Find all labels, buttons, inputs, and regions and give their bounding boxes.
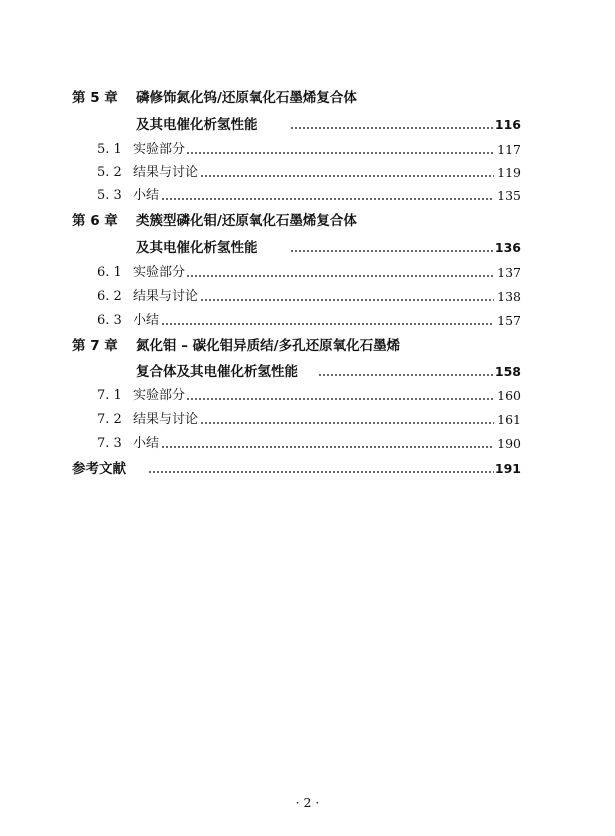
chapter-title: 氮化钼 – 碳化钼异质结/多孔还原氧化石墨烯 (136, 338, 401, 354)
chapter-title: 类簇型磷化钼/还原氧化石墨烯复合体 (136, 213, 357, 229)
section-title: 结果与讨论 (133, 412, 199, 427)
toc-section-7-3[interactable] (0, 434, 615, 454)
dot-leader (200, 299, 494, 301)
section-title: 实验部分 (133, 388, 186, 403)
page-number: 119 (497, 165, 521, 180)
dot-leader (200, 422, 494, 424)
section-number: 7. 3 (97, 436, 122, 451)
page-footer-number: · 2 · (295, 795, 320, 810)
section-title: 实验部分 (133, 265, 186, 280)
page-number: 138 (497, 289, 521, 304)
section-number: 6. 2 (97, 289, 122, 304)
chapter-title-continued: 及其电催化析氢性能 (136, 240, 258, 256)
dot-leader (290, 127, 494, 129)
page-number: 190 (497, 436, 521, 451)
toc-chapter-7-entry[interactable] (0, 362, 615, 382)
dot-leader (186, 398, 494, 400)
section-title: 实验部分 (133, 142, 186, 157)
section-title: 结果与讨论 (133, 289, 199, 304)
chapter-title-continued: 复合体及其电催化析氢性能 (136, 364, 298, 380)
section-number: 6. 1 (97, 265, 122, 280)
references-title: 参考文献 (72, 461, 126, 477)
page-number: 160 (497, 388, 521, 403)
toc-chapter-6-entry[interactable] (0, 238, 615, 258)
toc-chapter-6-heading[interactable] (0, 211, 615, 231)
dot-leader (200, 175, 494, 177)
section-number: 5. 1 (97, 142, 122, 157)
toc-section-5-3[interactable] (0, 186, 615, 206)
toc-chapter-5-heading[interactable] (0, 88, 615, 108)
section-number: 7. 1 (97, 388, 122, 403)
chapter-number: 第 5 章 (72, 90, 118, 106)
section-number: 6. 3 (97, 313, 122, 328)
dot-leader (161, 323, 494, 325)
toc-references[interactable] (0, 459, 615, 479)
toc-chapter-5-entry[interactable] (0, 115, 615, 135)
page-number: 161 (497, 412, 521, 427)
toc-chapter-7-heading[interactable] (0, 336, 615, 356)
dot-leader (186, 152, 494, 154)
toc-section-6-1[interactable] (0, 263, 615, 283)
dot-leader (318, 374, 494, 376)
section-title: 小结 (133, 188, 160, 203)
section-title: 小结 (133, 313, 160, 328)
dot-leader (148, 471, 494, 473)
page-number: 191 (494, 461, 521, 476)
section-title: 小结 (133, 436, 160, 451)
chapter-title-continued: 及其电催化析氢性能 (136, 117, 258, 133)
section-number: 7. 2 (97, 412, 122, 427)
page-number: 135 (497, 188, 521, 203)
dot-leader (161, 446, 494, 448)
dot-leader (161, 198, 494, 200)
chapter-number: 第 6 章 (72, 213, 118, 229)
toc-section-7-2[interactable] (0, 410, 615, 430)
page-number: 137 (497, 265, 521, 280)
toc-section-7-1[interactable] (0, 386, 615, 406)
page-number: 136 (494, 240, 521, 255)
page-number: 158 (494, 364, 521, 379)
page-number: 116 (494, 117, 521, 132)
section-number: 5. 3 (97, 188, 122, 203)
page-number: 157 (497, 313, 521, 328)
section-number: 5. 2 (97, 165, 122, 180)
page-number: 117 (497, 142, 521, 157)
toc-section-6-2[interactable] (0, 287, 615, 307)
section-title: 结果与讨论 (133, 165, 199, 180)
chapter-number: 第 7 章 (72, 338, 118, 354)
toc-section-5-1[interactable] (0, 140, 615, 160)
dot-leader (290, 250, 494, 252)
toc-section-5-2[interactable] (0, 163, 615, 183)
dot-leader (186, 275, 494, 277)
toc-section-6-3[interactable] (0, 311, 615, 331)
chapter-title: 磷修饰氮化钨/还原氧化石墨烯复合体 (136, 90, 357, 106)
